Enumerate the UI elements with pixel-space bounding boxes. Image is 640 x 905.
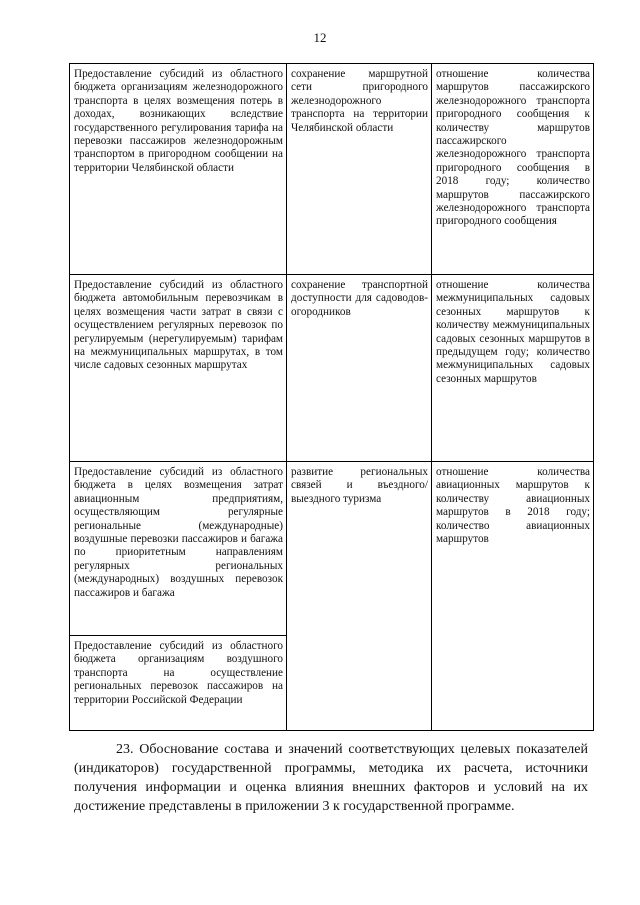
activity-cell: Предоставление субсидий из областного бюджета автомобильным перевозчикам в целях возмещения части затрат в связи с осуществлением регулярных перевозок по регулируемым (нерегулируемым) тарифам на межмуниципальных маршрутах, в том числе садовых сезонных маршрутах bbox=[70, 275, 287, 462]
goal-cell: сохранение транспортной доступности для садоводов-огородников bbox=[287, 275, 432, 462]
goal-cell: развитие региональных связей и въездного/выездного туризма bbox=[287, 462, 432, 731]
indicator-cell: отношение количества авиационных маршрутов к количеству авиационных маршрутов в 2018 году; количество авиационных маршрутов bbox=[432, 462, 594, 731]
table-row bbox=[70, 462, 594, 636]
goal-cell: сохранение маршрутной сети пригородного железнодорожного транспорта на территории Челябинской области bbox=[287, 64, 432, 275]
indicator-cell: отношение количества маршрутов пассажирского железнодорожного транспорта пригородного сообщения к количеству маршрутов пассажирского железнодорожного транспорта пригородного сообщения в 2018 году; количество маршрутов пассажирского железнодорожного транспорта пригородного сообщения bbox=[432, 64, 594, 275]
table-row bbox=[70, 275, 594, 462]
indicator-cell: отношение количества межмуниципальных садовых сезонных маршрутов к количеству межмуниципальных садовых сезонных маршрутов в предыдущем году; количество межмуниципальных садовых сезонных маршрутов bbox=[432, 275, 594, 462]
activity-cell: Предоставление субсидий из областного бюджета организациям железнодорожного транспорта в целях возмещения потерь в доходах, возникающих вследствие государственного регулирования тарифа на перевозки пассажиров железнодорожным транспортом в пригородном сообщении на территории Челябинской области bbox=[70, 64, 287, 275]
paragraph-23: 23. Обоснование состава и значений соответствующих целевых показателей (индикаторов) государственной программы, методика их расчета, источники получения информации и оценка влияния внешних факторов и условий на их достижение представлены в приложении 3 к государственной программе. bbox=[74, 742, 588, 814]
page-number: 12 bbox=[313, 30, 327, 45]
activity-cell: Предоставление субсидий из областного бюджета организациям воздушного транспорта на осуществление региональных перевозок пассажиров на территории Российской Федерации bbox=[70, 636, 287, 731]
activity-cell: Предоставление субсидий из областного бюджета в целях возмещения затрат авиационным предприятиям, осуществляющим регулярные региональные (международные) воздушные перевозки пассажиров и багажа по приоритетным направлениям регулярных региональных (международных) воздушных перевозок пассажиров и багажа bbox=[70, 462, 287, 636]
table-row bbox=[70, 64, 594, 275]
indicators-table bbox=[69, 63, 594, 731]
